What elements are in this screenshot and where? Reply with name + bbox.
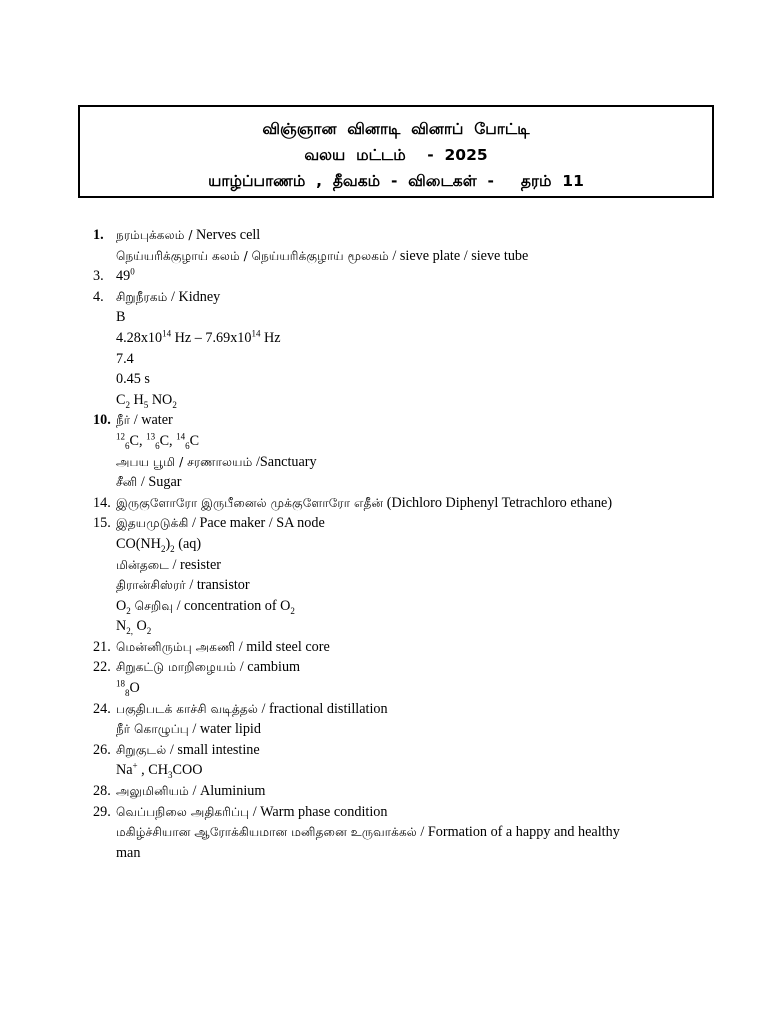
atomic-number: 6 xyxy=(185,440,190,451)
answer-subscript: 5 xyxy=(143,399,149,410)
answer-value: ) xyxy=(165,535,171,552)
answer-item xyxy=(93,740,723,761)
answer-value: CO(NH xyxy=(116,535,161,552)
answer-value: COO xyxy=(172,762,203,779)
answer-value: , CH xyxy=(137,762,168,779)
answer-tamil: சிறுநீரகம் xyxy=(116,289,168,304)
answer-item xyxy=(93,287,723,308)
answer-value: B xyxy=(116,309,126,326)
answer-number: 26. xyxy=(93,741,111,758)
answer-item xyxy=(93,493,723,514)
answer-item xyxy=(93,555,723,576)
answer-english: / water lipid xyxy=(188,721,261,738)
answer-value: O xyxy=(116,597,127,614)
answer-item xyxy=(93,246,723,267)
answer-number: 29. xyxy=(93,803,111,820)
answer-english: / resister xyxy=(169,556,222,573)
answer-item xyxy=(93,719,723,740)
answer-subscript: 2 xyxy=(146,626,152,637)
answer-subscript: 3 xyxy=(167,770,173,781)
answer-value: C xyxy=(189,432,200,449)
answer-english: / cambium xyxy=(236,659,301,676)
answer-item xyxy=(93,678,723,699)
answer-number: 3. xyxy=(93,268,104,285)
answer-tamil: மின்தடை xyxy=(116,557,169,572)
answer-item xyxy=(93,781,723,802)
answer-english: Nerves cell xyxy=(192,227,261,243)
answer-item xyxy=(93,822,723,863)
answer-tamil: அபய பூமி / சரணாலயம் xyxy=(116,454,253,469)
answer-item xyxy=(93,637,723,658)
answer-item xyxy=(93,328,723,349)
answer-value: C xyxy=(116,391,126,408)
answer-value: O xyxy=(129,680,140,697)
answer-subscript: 2 xyxy=(170,543,175,554)
answer-value: 0.45 s xyxy=(116,371,150,388)
answer-item xyxy=(93,534,723,555)
answer-subscript: 2 xyxy=(126,605,131,616)
answer-tamil: மென்னிரும்பு அகணி xyxy=(116,639,236,654)
answer-english: / concentration of O xyxy=(173,597,291,614)
answer-number: 1. xyxy=(93,227,104,243)
title-box xyxy=(78,105,714,198)
atomic-number: 6 xyxy=(125,440,130,451)
mass-number: 12 xyxy=(116,431,125,442)
answer-tamil: வெப்பநிலை அதிகரிப்பு xyxy=(116,804,250,819)
answer-english: / Warm phase condition xyxy=(249,803,388,820)
answer-subscript: 2 xyxy=(160,543,166,554)
answer-tamil: நீர் xyxy=(116,413,131,428)
answer-item xyxy=(93,596,723,617)
answer-tamil: நரம்புக்கலம் / xyxy=(116,228,193,242)
answer-item xyxy=(93,410,723,431)
answer-superscript: 0 xyxy=(130,266,135,277)
answer-superscript: 14 xyxy=(162,328,172,339)
answer-tamil: செறிவு xyxy=(130,598,174,613)
answer-value: NO xyxy=(148,391,173,408)
title-line-3: யாழ்ப்பாணம் , தீவகம் - விடைகள் - தரம் 11 xyxy=(208,172,584,190)
answer-item xyxy=(93,575,723,596)
answer-item xyxy=(93,307,723,328)
answer-english: / Formation of a happy and healthy xyxy=(416,824,620,841)
title-line-1: விஞ்ஞான வினாடி வினாப் போட்டி xyxy=(262,120,530,138)
atomic-number: 6 xyxy=(155,440,160,451)
answer-tamil: சிறுகட்டு மாறிழையம் xyxy=(116,660,237,675)
answer-tamil: சிறுகுடல் xyxy=(116,742,167,757)
answer-tamil: சீனி xyxy=(116,475,138,490)
answer-value: Hz – 7.69x10 xyxy=(171,329,252,346)
answer-tamil: அலுமினியம் xyxy=(116,784,189,799)
answer-tamil: இதயமுடுக்கி xyxy=(116,516,189,531)
answer-tamil: பகுதிபடக் காச்சி வடித்தல் xyxy=(116,701,258,716)
answer-number: 15. xyxy=(93,515,111,532)
answer-subscript: 2 xyxy=(172,399,177,410)
answer-english: / Pace maker / SA node xyxy=(188,515,325,532)
mass-number: 18 xyxy=(116,678,125,689)
answer-item xyxy=(93,616,723,637)
answer-number: 4. xyxy=(93,288,104,305)
atomic-number: 8 xyxy=(125,687,130,698)
answer-number: 24. xyxy=(93,700,111,717)
answer-item xyxy=(93,266,723,287)
answer-item xyxy=(93,452,723,473)
answer-tamil: திரான்சிஸ்ரர் xyxy=(116,578,186,593)
answer-value: 4.28x10 xyxy=(116,329,163,346)
answer-english: / sieve plate / sieve tube xyxy=(388,247,529,264)
answer-item xyxy=(93,349,723,370)
answer-superscript: + xyxy=(132,760,138,771)
mass-number: 13 xyxy=(146,431,156,442)
answer-english: (Dichloro Diphenyl Tetrachloro ethane) xyxy=(383,494,613,511)
answer-subscript: 2 xyxy=(290,605,295,616)
answer-english: / mild steel core xyxy=(235,638,330,655)
answer-item xyxy=(93,369,723,390)
answer-item xyxy=(93,225,723,246)
answer-item xyxy=(93,513,723,534)
answer-subscript: 2 xyxy=(125,399,130,410)
answer-number: 10. xyxy=(93,412,111,429)
answer-english: / small intestine xyxy=(166,741,260,758)
answer-item xyxy=(93,760,723,781)
answer-item xyxy=(93,431,723,452)
answer-value: Na xyxy=(116,762,133,779)
answer-list xyxy=(93,225,723,863)
answer-superscript: 14 xyxy=(251,328,261,339)
answer-tamil: நெய்யரிக்குழாய் கலம் / நெய்யரிக்குழாய் மூலகம் xyxy=(116,248,389,263)
answer-english: / Aluminium xyxy=(188,783,266,800)
answer-english: / Kidney xyxy=(167,288,221,305)
answer-value: 49 xyxy=(116,268,131,285)
answer-value: C, xyxy=(129,432,147,449)
answer-english: / transistor xyxy=(185,577,250,594)
answer-item xyxy=(93,390,723,411)
answer-english: / fractional distillation xyxy=(257,700,388,717)
answer-tamil: நீர் கொழுப்பு xyxy=(116,722,189,737)
answer-english: /Sanctuary xyxy=(252,453,317,470)
answer-number: 14. xyxy=(93,494,111,511)
answer-number: 21. xyxy=(93,638,111,655)
answer-item xyxy=(93,802,723,823)
title-line-2: வலய மட்டம் - 2025 xyxy=(304,146,488,164)
answer-value: N xyxy=(116,618,127,635)
answer-value: C, xyxy=(159,432,177,449)
answer-value: H xyxy=(129,391,144,408)
answer-item xyxy=(93,472,723,493)
answer-tamil: இருகுளோரோ இருபீனைல் முக்குளோரோ எதீன் xyxy=(116,495,384,510)
answer-value: O xyxy=(133,618,147,635)
answer-english-continued: man xyxy=(116,844,141,861)
answer-item xyxy=(93,699,723,720)
answer-subscript: 2, xyxy=(126,626,133,637)
answer-number: 28. xyxy=(93,783,111,800)
answer-item xyxy=(93,657,723,678)
answer-number: 22. xyxy=(93,659,111,676)
answer-value: Hz xyxy=(260,329,281,346)
answer-english: / Sugar xyxy=(137,474,182,491)
answer-tamil: மகிழ்ச்சியான ஆரோக்கியமான மனிதனை உருவாக்கல் xyxy=(116,825,417,840)
answer-value: (aq) xyxy=(174,535,202,552)
answer-value: 7.4 xyxy=(116,350,134,367)
answer-english: / water xyxy=(130,412,173,429)
mass-number: 14 xyxy=(176,431,186,442)
